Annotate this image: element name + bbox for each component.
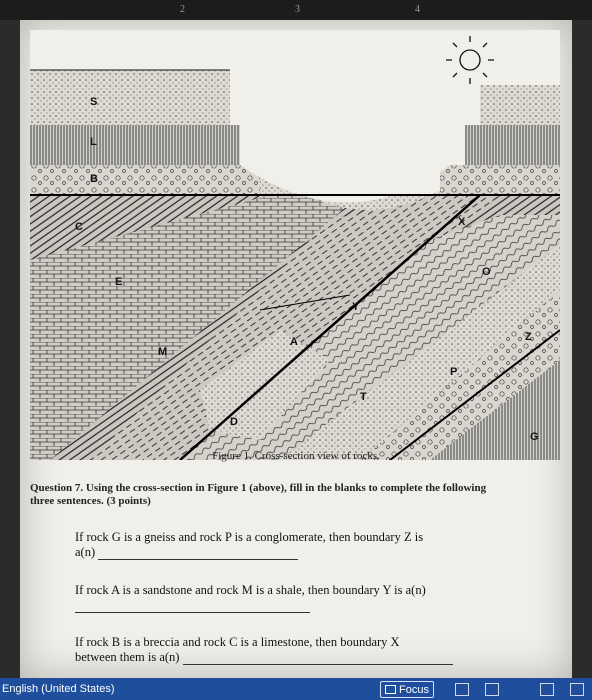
label-a: A <box>290 336 298 348</box>
label-l: L <box>90 136 97 148</box>
sentence-2 <box>75 583 515 613</box>
window-top-bar <box>0 0 592 20</box>
rock-layer-s <box>30 70 230 125</box>
page-number: 4 <box>415 4 420 15</box>
label-c: C <box>75 221 83 233</box>
label-x: X <box>458 216 466 228</box>
rock-layer-l <box>30 125 240 165</box>
label-s: S <box>90 96 98 108</box>
sentence-3 <box>75 635 515 665</box>
focus-button[interactable] <box>380 681 434 698</box>
read-mode-icon[interactable] <box>455 683 469 696</box>
sentence-2-text: If rock A is a sandstone and rock M is a shale, then boundary Y is a(n) <box>75 583 426 597</box>
language-indicator[interactable]: English (United States) <box>2 683 115 695</box>
question-prompt: Question 7. Using the cross-section in Figure 1 (above), fill in the blanks to complete the following three sentences. (3 points) <box>30 482 487 507</box>
web-layout-icon[interactable] <box>540 683 554 696</box>
page-number: 2 <box>180 4 185 15</box>
print-layout-icon[interactable] <box>485 683 499 696</box>
label-m: M <box>158 346 168 358</box>
answer-blank-2[interactable] <box>75 600 310 613</box>
focus-icon <box>385 685 396 694</box>
focus-label: Focus <box>399 683 429 696</box>
document-page <box>20 20 572 678</box>
sentence-1-line-1: If rock G is a gneiss and rock P is a conglomerate, then boundary Z is <box>75 530 424 544</box>
answer-blank-3[interactable] <box>183 652 453 665</box>
label-o: O <box>482 266 491 278</box>
zoom-icon[interactable] <box>570 683 584 696</box>
label-z: Z <box>525 331 532 343</box>
label-b: B <box>90 173 98 185</box>
page-number: 3 <box>295 4 300 15</box>
label-e: E <box>115 276 123 288</box>
label-y: Y <box>352 301 360 313</box>
cross-section-figure <box>30 30 560 460</box>
label-t: T <box>360 391 367 403</box>
figure-caption: Figure 1. Cross-section view of rocks. <box>212 450 380 462</box>
rock-layer-b <box>30 165 260 195</box>
label-d: D <box>230 416 238 428</box>
label-g: G <box>530 431 539 443</box>
sentence-3-line-2: between them is a(n) <box>75 650 180 664</box>
label-p: P <box>450 366 458 378</box>
sentence-3-line-1: If rock B is a breccia and rock C is a limestone, then boundary X <box>75 635 400 649</box>
status-bar <box>0 678 592 700</box>
answer-blank-1[interactable] <box>98 547 298 560</box>
sentence-1 <box>75 530 515 560</box>
sentence-1-line-2: a(n) <box>75 545 96 559</box>
